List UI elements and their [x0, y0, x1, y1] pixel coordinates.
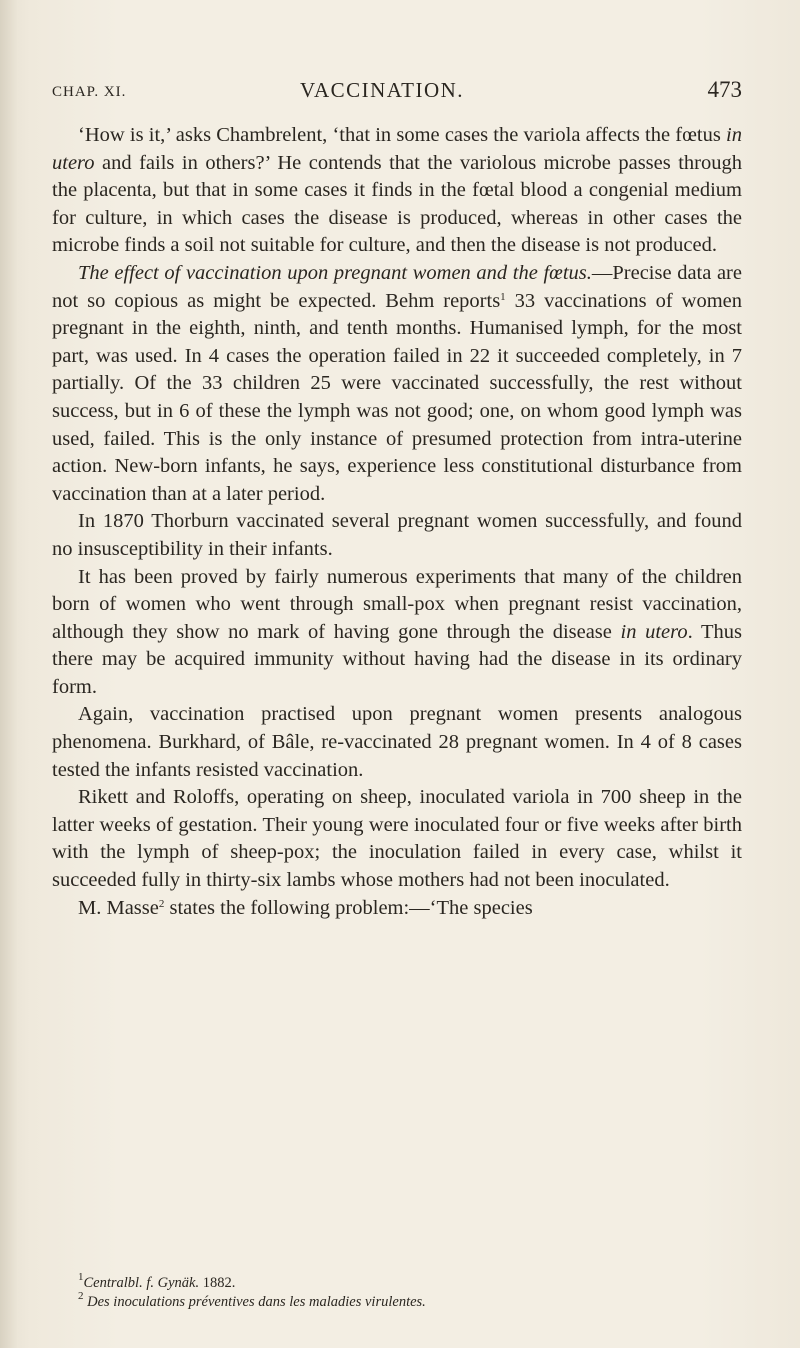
- footnote-2-text: Des inoculations préventives dans les maladies virulentes.: [87, 1294, 426, 1310]
- body-text: [52, 122, 742, 922]
- paragraph-1: [52, 122, 742, 260]
- footnote-1-mark: 1: [78, 1271, 84, 1283]
- paragraph-7-text-cont: states the following problem:—‘The species: [164, 896, 533, 919]
- running-head: [52, 74, 742, 114]
- footnote-1: [52, 1271, 742, 1293]
- footnote-ref-1: 1: [500, 290, 506, 303]
- paragraph-2: [52, 260, 742, 508]
- paragraph-7: [52, 895, 742, 923]
- paragraph-1-text: ‘How is it,’ asks Chambrelent, ‘that in some cases the variola affects the fœtus: [78, 124, 727, 146]
- footnote-2: [52, 1290, 742, 1312]
- chapter-label: CHAP. XI.: [52, 84, 127, 100]
- paragraph-4-text-cont: . Thus there may be acquired immunity without having had the disease in its ordinary form.: [52, 620, 742, 698]
- paragraph-4-italic: in utero: [620, 620, 688, 643]
- paragraph-2-text: —Precise data are not so copious as might be expected. Behm reports: [52, 261, 742, 312]
- paragraph-1-italic: in utero: [52, 124, 742, 174]
- running-title: VACCINATION.: [300, 78, 465, 102]
- paragraph-2-text-cont: 33 vaccinations of women pregnant in the eighth, ninth, and tenth months. Humanised lymph, for the most part, was used. In 4 cases the operation failed in 22 it succeeded completely, in 7 partially. Of the 33 children 25 were vaccinated successfully, the rest without success, but in 6 of these the lymph was not good; one, on whom good lymph was used, failed. This is the only instance of presumed protection from intra-uterine action. New-born infants, he says, experience less constitutional disturbance from vaccination than at a later period.: [52, 289, 742, 505]
- page-gutter: [0, 0, 18, 1348]
- footnote-ref-2: 2: [158, 897, 165, 910]
- paragraph-4: [52, 564, 742, 702]
- footnote-1-year: 1882.: [199, 1275, 236, 1291]
- page-number: 473: [707, 77, 742, 102]
- paragraph-5: Again, vaccination practised upon pregnant women presents analogous phenomena. Burkhard, of Bâle, re-vaccinated 28 pregnant women. In 4 of 8 cases tested the infants resisted vaccination.: [52, 703, 742, 781]
- paragraph-7-text: M. Masse: [78, 896, 159, 919]
- paragraph-3: In 1870 Thorburn vaccinated several pregnant women successfully, and found no insusceptibility in their infants.: [52, 510, 742, 560]
- paragraph-4-text: It has been proved by fairly numerous experiments that many of the children born of women who went through small-pox when pregnant resist vaccination, although they show no mark of having gone through the disease: [52, 565, 742, 643]
- paragraph-1-text-cont: and fails in others?’ He contends that the variolous microbe passes through the placenta, but that in some cases it finds in the fœtal blood a congenial medium for culture, in which cases the disease is produced, whereas in other cases the microbe finds a soil not suitable for culture, and then the disease is not produced.: [52, 151, 742, 257]
- footnote-1-text: Centralbl. f. Gynäk.: [83, 1275, 200, 1291]
- paragraph-6: Rikett and Roloffs, operating on sheep, inoculated variola in 700 sheep in the latter weeks of gestation. Their young were inoculated four or five weeks after birth with the lymph of sheep-pox; the inoculation failed in every case, whilst it succeeded fully in thirty-six lambs whose mothers had not been inoculated.: [52, 786, 742, 892]
- footnote-2-mark: 2: [78, 1290, 84, 1302]
- footnotes: [52, 1271, 742, 1312]
- section-heading: The effect of vaccination upon pregnant women and the fœtus.: [78, 261, 592, 284]
